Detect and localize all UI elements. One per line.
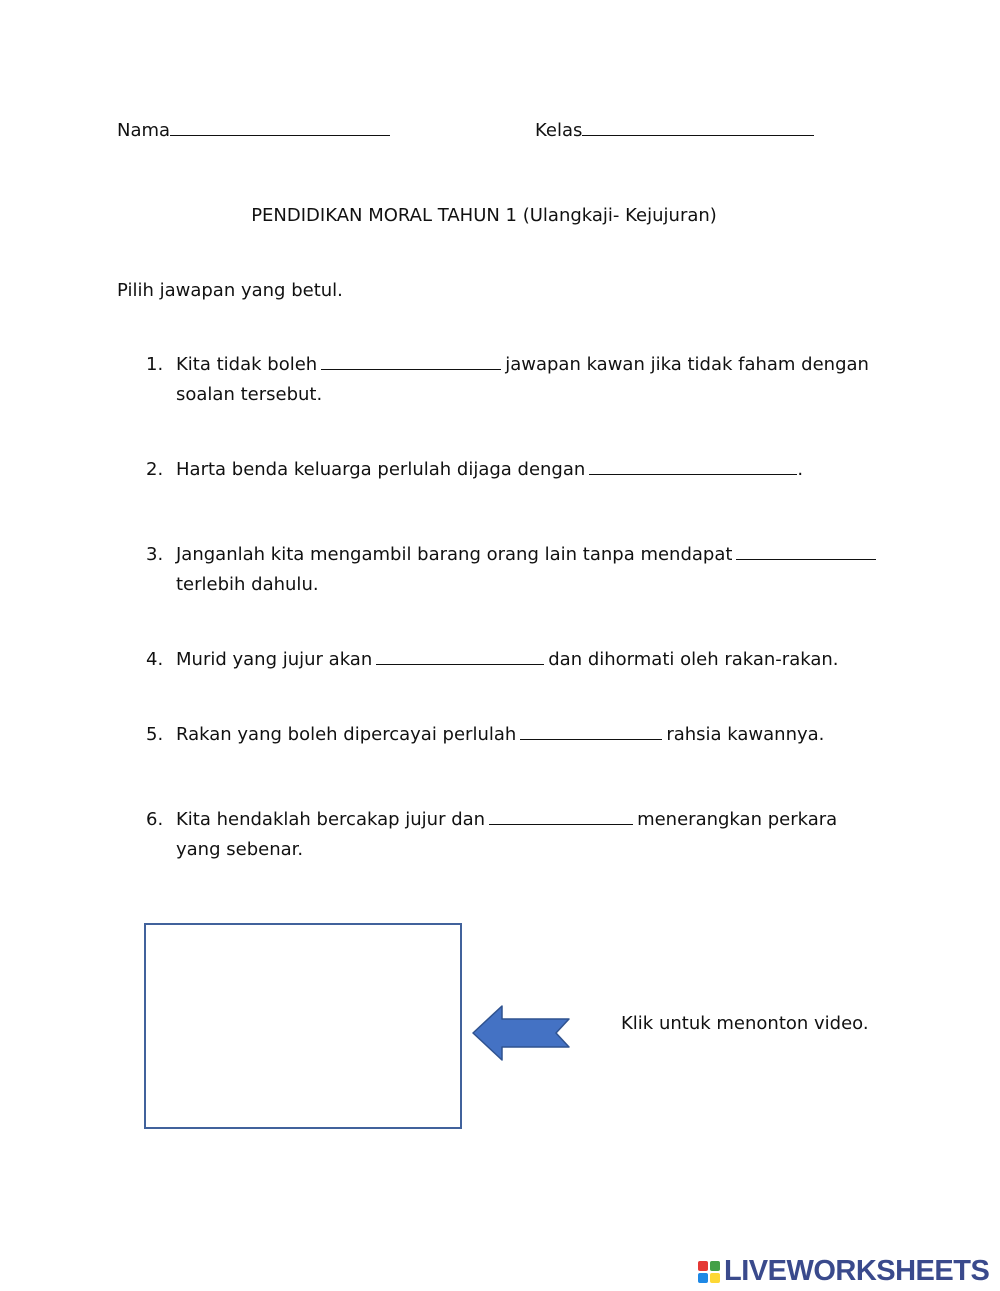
question-text-before: Murid yang jujur akan	[176, 649, 373, 670]
name-label: Nama	[117, 120, 171, 141]
logo-text: LIVEWORKSHEETS	[724, 1255, 990, 1287]
instruction: Pilih jawapan yang betul.	[117, 280, 343, 301]
question-number: 1.	[146, 354, 164, 375]
question-text-before: Kita tidak boleh	[176, 354, 318, 375]
video-box[interactable]	[144, 923, 462, 1129]
page-title: PENDIDIKAN MORAL TAHUN 1 (Ulangkaji- Kejujuran)	[251, 205, 717, 226]
question-number: 5.	[146, 724, 164, 745]
video-caption[interactable]: Klik untuk menonton video.	[621, 1013, 869, 1034]
logo-square	[710, 1273, 720, 1283]
question-text-after: .	[797, 459, 804, 480]
liveworksheets-logo	[698, 1255, 989, 1288]
logo-square	[698, 1261, 708, 1271]
question-text-before: Kita hendaklah bercakap jujur dan	[176, 809, 486, 830]
question-number: 4.	[146, 649, 164, 670]
name-blank[interactable]	[170, 134, 390, 136]
class-field	[535, 120, 818, 141]
logo-square	[698, 1273, 708, 1283]
logo-mark-icon	[698, 1261, 720, 1283]
left-arrow-icon	[470, 1004, 574, 1062]
answer-blank[interactable]	[736, 558, 876, 560]
answer-blank[interactable]	[376, 663, 544, 665]
class-blank[interactable]	[582, 134, 814, 136]
question-text-before: Harta benda keluarga perlulah dijaga dengan	[176, 459, 586, 480]
question-text-after: dan dihormati oleh rakan-rakan.	[548, 649, 839, 670]
question-number: 6.	[146, 809, 164, 830]
answer-blank[interactable]	[589, 473, 797, 475]
question-text-after: terlebih dahulu.	[176, 574, 319, 595]
question-number: 3.	[146, 544, 164, 565]
class-label: Kelas	[535, 120, 583, 141]
logo-square	[710, 1261, 720, 1271]
question-text-after: rahsia kawannya.	[666, 724, 825, 745]
answer-blank[interactable]	[520, 738, 662, 740]
answer-blank[interactable]	[489, 823, 633, 825]
name-field	[117, 120, 394, 141]
question-number: 2.	[146, 459, 164, 480]
question-text-after: jawapan kawan jika tidak faham dengan soalan tersebut.	[176, 354, 869, 405]
question-text-after: menerangkan perkara yang sebenar.	[176, 809, 838, 860]
question-text-before: Janganlah kita mengambil barang orang lain tanpa mendapat	[176, 544, 733, 565]
question-text-before: Rakan yang boleh dipercayai perlulah	[176, 724, 517, 745]
answer-blank[interactable]	[321, 368, 501, 370]
